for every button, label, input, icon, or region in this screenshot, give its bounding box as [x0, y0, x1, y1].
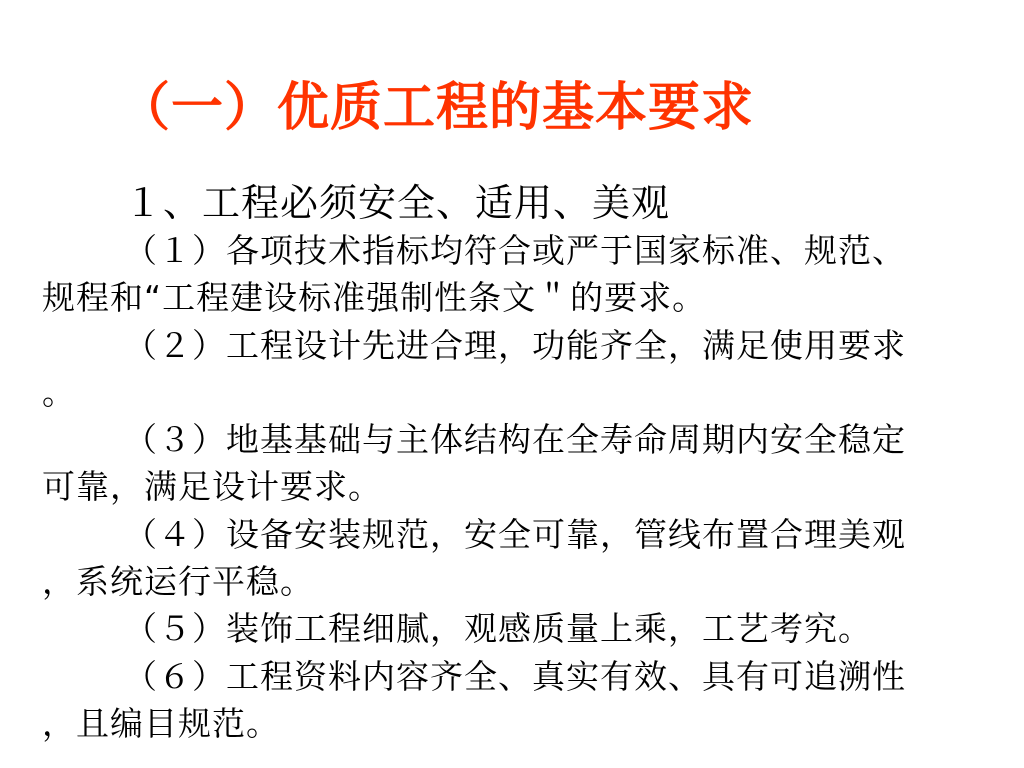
item-1-line-2: 规程和“工程建设标准强制性条文＂的要求。: [42, 278, 707, 318]
item-1-line-1: （１）各项技术指标均符合或严于国家标准、规范、: [124, 231, 906, 270]
item-2-line-1: （２）工程设计先进合理，功能齐全，满足使用要求: [124, 325, 906, 365]
slide-body: [42, 227, 1012, 747]
slide-title: （一）优质工程的基本要求: [118, 78, 755, 138]
item-4-line-2: ，系统运行平稳。: [42, 562, 314, 602]
item-5-line-1: （５）装饰工程细腻，观感质量上乘，工艺考究。: [124, 609, 872, 649]
item-3-line-1: （３）地基基础与主体结构在全寿命周期内安全稳定: [124, 420, 906, 460]
item-6-line-1: （６）工程资料内容齐全、真实有效、具有可追溯性: [124, 656, 906, 696]
item-4-line-1: （４）设备安装规范，安全可靠，管线布置合理美观: [124, 514, 906, 554]
item-2-line-2: 。: [42, 372, 76, 412]
item-3-line-2: 可靠，满足设计要求。: [42, 467, 382, 507]
item-6-line-2: ，且编目规范。: [42, 703, 280, 743]
section-heading: １、工程必须安全、适用、美观: [124, 181, 671, 225]
